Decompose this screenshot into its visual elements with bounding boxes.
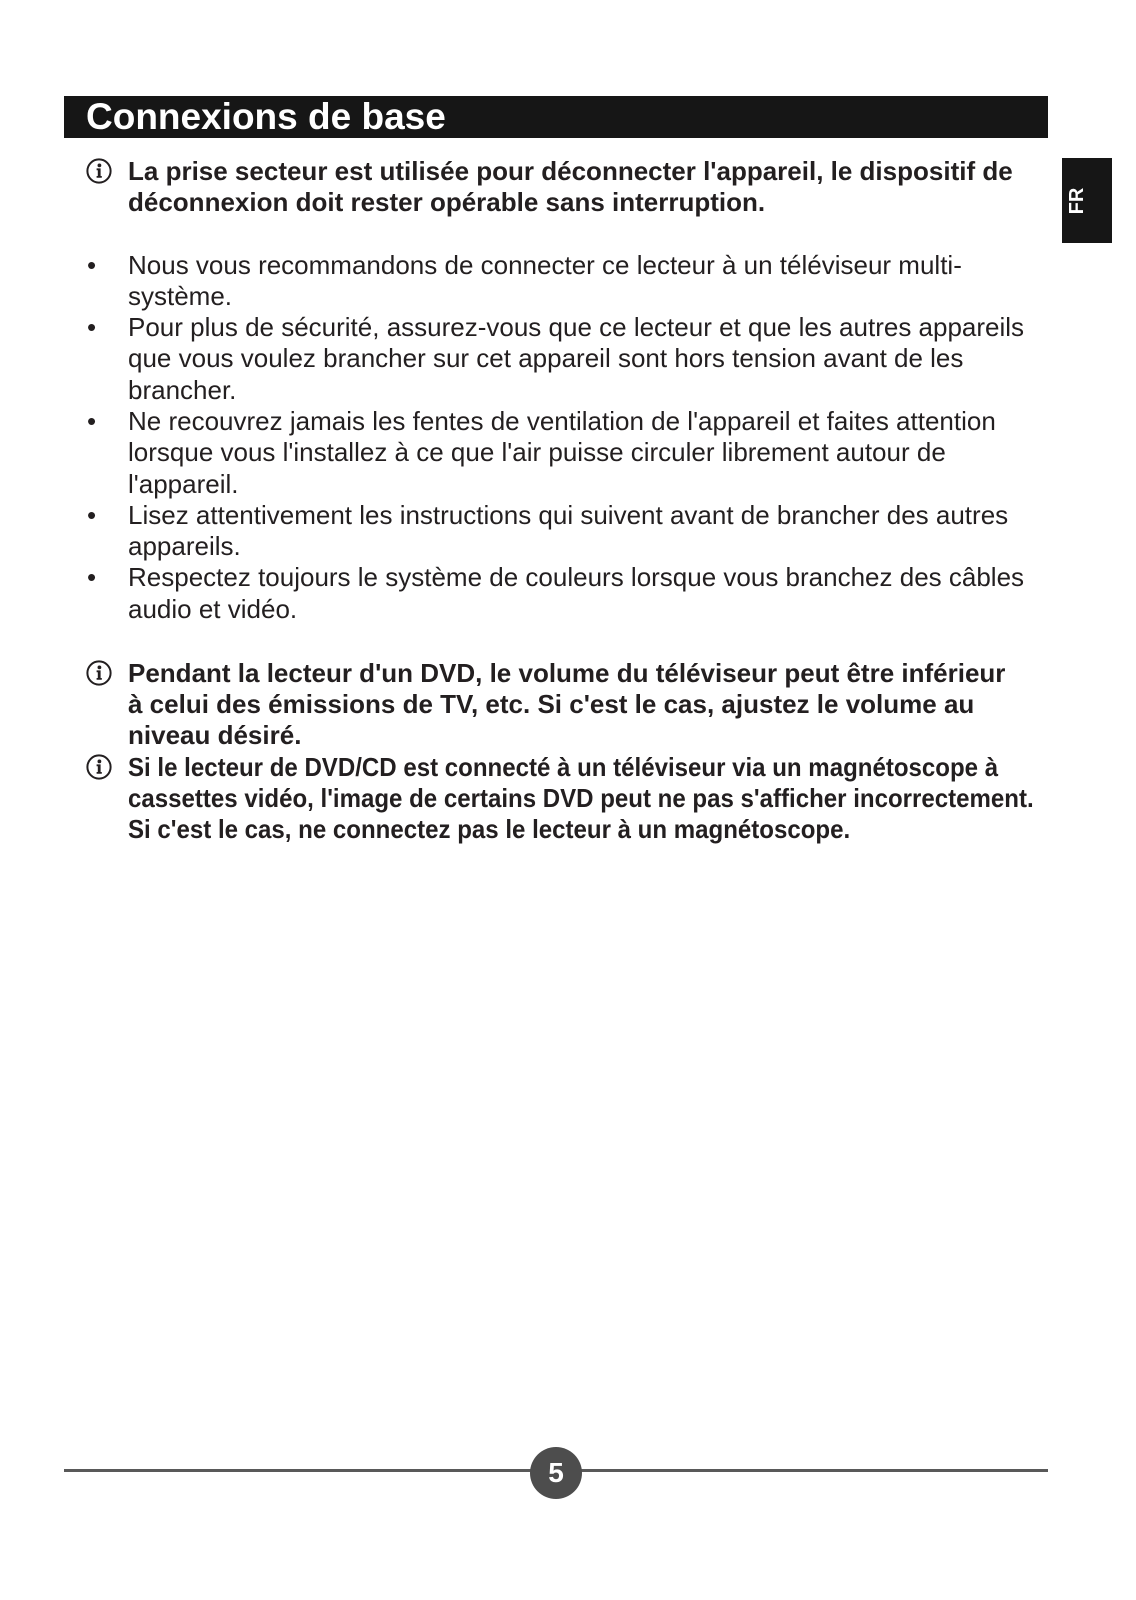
list-item bbox=[128, 500, 1048, 563]
info-icon bbox=[86, 754, 112, 780]
note-line: déconnexion doit rester opérable sans interruption. bbox=[128, 186, 766, 217]
info-note bbox=[128, 156, 1048, 219]
bullet-line: système. bbox=[128, 280, 233, 311]
info-icon bbox=[86, 158, 112, 184]
list-item bbox=[128, 250, 1048, 313]
page-title: Connexions de base bbox=[86, 96, 446, 137]
list-item bbox=[128, 406, 1048, 500]
page-number-badge bbox=[530, 1447, 582, 1499]
note-line: Si c'est le cas, ne connectez pas le lecteur à un magnétoscope. bbox=[128, 814, 851, 845]
note-line: niveau désiré. bbox=[128, 720, 302, 751]
list-item bbox=[128, 312, 1048, 406]
bullet-line: appareils. bbox=[128, 531, 241, 562]
bullet-line: • Pour plus de sécurité, assurez-vous que ce lecteur et que les autres appareils bbox=[128, 312, 1025, 343]
bullet-line: • Respectez toujours le système de couleurs lorsque vous branchez des câbles bbox=[128, 562, 1025, 593]
bullet-line: audio et vidéo. bbox=[128, 593, 298, 624]
bullet-line: • Ne recouvrez jamais les fentes de ventilation de l'appareil et faites attention bbox=[128, 405, 996, 436]
bullet-line: lorsque vous l'installez à ce que l'air puisse circuler librement autour de bbox=[128, 437, 946, 468]
bullet-line: • Nous vous recommandons de connecter ce lecteur à un téléviseur multi- bbox=[128, 249, 962, 280]
bullet-line: que vous voulez brancher sur cet appareil sont hors tension avant de les bbox=[128, 343, 964, 374]
info-note bbox=[128, 752, 1048, 846]
bullet-list bbox=[128, 250, 1048, 626]
language-tab bbox=[1062, 158, 1112, 243]
note-line: La prise secteur est utilisée pour déconnecter l'appareil, le dispositif de bbox=[128, 155, 1013, 186]
note-line: cassettes vidéo, l'image de certains DVD peut ne pas s'afficher incorrectement. bbox=[128, 782, 1034, 813]
note-line: à celui des émissions de TV, etc. Si c'est le cas, ajustez le volume au bbox=[128, 688, 975, 719]
info-note bbox=[128, 658, 1048, 752]
language-tab-label: FR bbox=[1066, 187, 1088, 215]
note-line: Pendant la lecteur d'un DVD, le volume du téléviseur peut être inférieur bbox=[128, 657, 1006, 688]
bullet-line: • Lisez attentivement les instructions qui suivent avant de brancher des autres bbox=[128, 499, 1009, 530]
bullet-line: brancher. bbox=[128, 374, 237, 405]
section-title-bar bbox=[64, 96, 1048, 138]
page-number: 5 bbox=[548, 1457, 564, 1488]
bullet-line: l'appareil. bbox=[128, 468, 239, 499]
list-item bbox=[128, 562, 1048, 625]
note-line: Si le lecteur de DVD/CD est connecté à un téléviseur via un magnétoscope à bbox=[128, 751, 999, 782]
info-icon bbox=[86, 660, 112, 686]
